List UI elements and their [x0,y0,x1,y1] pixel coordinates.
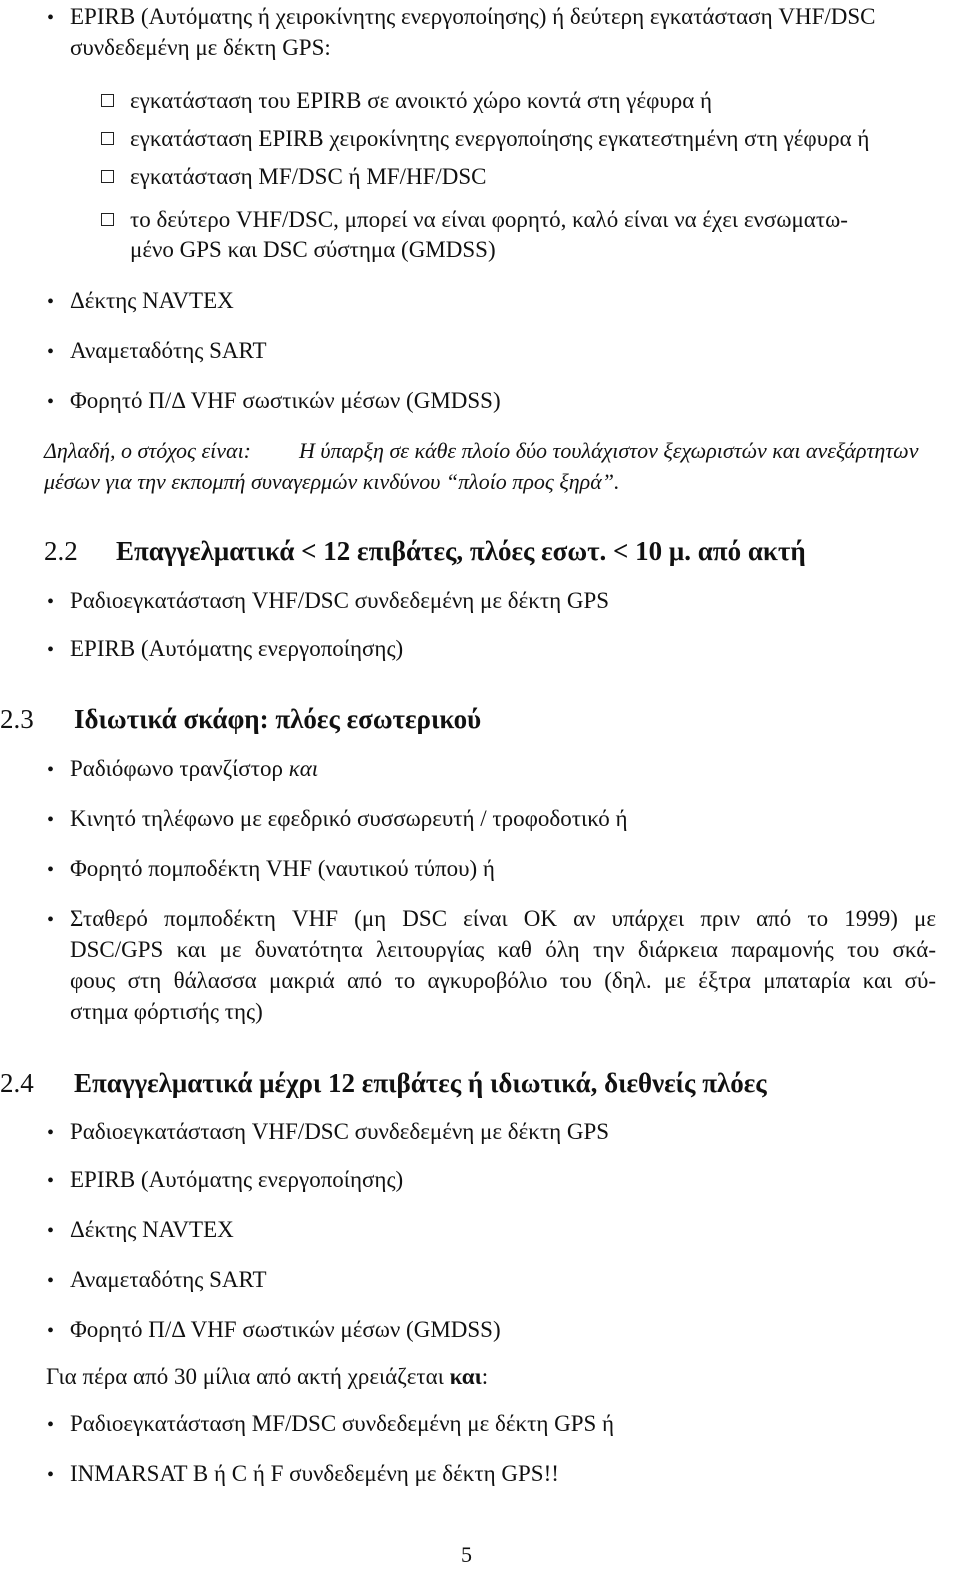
sub-item-text: εγκατάσταση του EPIRB σε ανοικτό χώρο κοντά στη γέφυρα ή [130,88,713,113]
note-text: Η ύπαρξη σε κάθε πλοίο δύο τουλάχιστον ξεχωριστών και ανεξάρτητων [299,438,919,463]
bullet-marker: • [47,1464,55,1486]
checkbox-square-icon [101,94,114,107]
paragraph-intro [46,1362,488,1392]
bullet-marker: • [47,759,55,781]
bullet-marker: • [47,639,55,661]
bullet-marker: • [47,1414,55,1436]
section-number: 2.3 [0,704,34,734]
checkbox-square-icon [101,170,114,183]
bullet-text-italic: και [288,756,319,781]
bullet-marker: • [47,859,55,881]
bullet-text [70,754,318,784]
bullet-text: Φορητό πομποδέκτη VHF (ναυτικού τύπου) ή [70,856,495,881]
bullet-marker: • [47,909,55,931]
bullet-text: Ραδιοεγκατάσταση VHF/DSC συνδεδεμένη με δέκτη GPS [70,588,610,613]
bullet-text: Φορητό Π/Δ VHF σωστικών μέσων (GMDSS) [70,1317,501,1342]
bullet-marker: • [47,391,55,413]
checkbox-square-icon [101,132,114,145]
bullet-text: Δέκτης NAVTEX [70,1217,234,1242]
bullet-text-justified: φους στη θάλασσα μακριά από το αγκυροβόλιο του (δηλ. με έξτρα μπαταρία και σύ- [70,968,936,993]
bullet-text: Φορητό Π/Δ VHF σωστικών μέσων (GMDSS) [70,388,501,413]
bullet-text-justified: Σταθερό πομποδέκτη VHF (μη DSC είναι OK αν υπάρχει πριν από το 1999) με [70,906,936,931]
bullet-marker: • [47,1122,55,1144]
bullet-text-justified: DSC/GPS και με δυνατότητα λειτουργίας καθ όλη την διάρκεια παραμονής του σκά- [70,937,936,962]
bullet-text: EPIRB (Αυτόματης ή χειροκίνητης ενεργοποίησης) ή δεύτερη εγκατάσταση VHF/DSC [70,4,876,29]
section-heading [0,1066,767,1100]
bullet-text: Αναμεταδότης SART [70,1267,267,1292]
section-number: 2.2 [44,536,78,566]
bullet-marker: • [47,1170,55,1192]
bullet-marker: • [47,1220,55,1242]
page-number: 5 [461,1542,472,1567]
bullet-marker: • [47,591,55,613]
bullet-marker: • [47,1270,55,1292]
section-number: 2.4 [0,1068,34,1098]
sub-item-text-continuation: μένο GPS και DSC σύστημα (GMDSS) [130,237,496,262]
intro-end-text: : [481,1364,489,1389]
section-title: Ιδιωτικά σκάφη: πλόες εσωτερικού [74,704,482,734]
bullet-marker: • [47,7,55,29]
section-heading [44,534,806,568]
bullet-marker: • [47,1320,55,1342]
bullet-text: Αναμεταδότης SART [70,338,267,363]
section-heading [0,702,481,736]
intro-bold-text: και [449,1364,482,1389]
bullet-text-continuation: στημα φόρτισής της) [70,999,263,1024]
note-text-continuation: μέσων για την εκπομπή συναγερμών κινδύνου “πλοίο προς ξηρά”. [44,469,620,494]
checkbox-square-icon [101,213,114,226]
bullet-text: EPIRB (Αυτόματης ενεργοποίησης) [70,1167,404,1192]
bullet-text: Κινητό τηλέφωνο με εφεδρικό συσσωρευτή / τροφοδοτικό ή [70,806,628,831]
intro-text: Για πέρα από 30 μίλια από ακτή χρειάζεται [46,1364,450,1389]
sub-item-text: το δεύτερο VHF/DSC, μπορεί να είναι φορητό, καλό είναι να έχει ενσωματω- [130,207,848,232]
bullet-text: INMARSAT B ή C ή F συνδεδεμένη με δέκτη GPS!! [70,1461,559,1486]
section-title: Επαγγελματικά < 12 επιβάτες, πλόες εσωτ. < 10 μ. από ακτή [116,536,806,566]
bullet-marker: • [47,809,55,831]
bullet-text: EPIRB (Αυτόματης ενεργοποίησης) [70,636,404,661]
bullet-marker: • [47,341,55,363]
note-label: Δηλαδή, ο στόχος είναι: [44,438,252,463]
sub-item-text: εγκατάσταση EPIRB χειροκίνητης ενεργοποίησης εγκατεστημένη στη γέφυρα ή [130,126,870,151]
bullet-marker: • [47,291,55,313]
bullet-text-continuation: συνδεδεμένη με δέκτη GPS: [70,35,331,60]
bullet-text-main: Ραδιόφωνο τρανζίστορ [70,756,289,781]
sub-item-text: εγκατάσταση MF/DSC ή MF/HF/DSC [130,164,487,189]
bullet-text: Ραδιοεγκατάσταση MF/DSC συνδεδεμένη με δέκτη GPS ή [70,1411,615,1436]
section-title: Επαγγελματικά μέχρι 12 επιβάτες ή ιδιωτικά, διεθνείς πλόες [74,1068,767,1098]
bullet-text: Ραδιοεγκατάσταση VHF/DSC συνδεδεμένη με δέκτη GPS [70,1119,610,1144]
bullet-text: Δέκτης NAVTEX [70,288,234,313]
